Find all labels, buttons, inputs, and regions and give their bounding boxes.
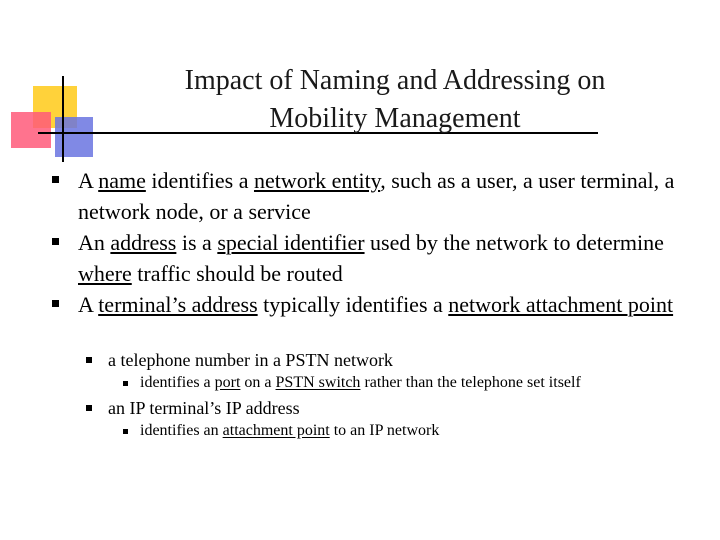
bullet-square-icon	[52, 176, 59, 183]
sub-sub-bullet-item	[140, 422, 698, 440]
bullet-text: used by the network to determine	[364, 230, 664, 255]
sub-sub-bullet-list	[108, 422, 698, 440]
slide-title-line-2: Mobility Management	[269, 103, 521, 134]
main-bullet-list	[78, 165, 698, 320]
bullet-square-icon	[52, 300, 59, 307]
underlined-term: port	[214, 374, 241, 391]
bullet-square-icon	[86, 357, 92, 363]
underlined-term: attachment point	[222, 422, 330, 439]
bullet-text: identifies a	[140, 374, 215, 391]
underlined-term: address	[110, 230, 177, 255]
sub-sub-bullet-list	[108, 374, 698, 392]
bullet-square-icon	[52, 238, 59, 245]
bullet-text: , such as a user, a user terminal, a network node, or a service	[78, 168, 675, 224]
slide-title	[130, 62, 660, 138]
bullet-square-icon	[123, 381, 128, 386]
sub-bullet-item	[108, 347, 698, 392]
underlined-term: terminal’s address	[98, 292, 258, 317]
bullet-text: traffic should be routed	[131, 261, 343, 286]
underlined-term: name	[98, 168, 146, 193]
bullet-item	[78, 289, 698, 320]
bullet-square-icon	[123, 429, 128, 434]
slide-title-line-1: Impact of Naming and Addressing on	[184, 65, 606, 96]
sub-bullet-text: an IP terminal’s IP address	[108, 398, 300, 418]
bullet-text: is a	[176, 230, 218, 255]
underlined-term: network attachment point	[448, 292, 674, 317]
bullet-text: rather than the telephone set itself	[360, 374, 581, 391]
underlined-term: special identifier	[217, 230, 365, 255]
decor-blue-square	[55, 117, 93, 157]
underlined-term: network entity	[253, 168, 381, 193]
bullet-text: identifies a	[145, 168, 254, 193]
bullet-item	[78, 227, 698, 289]
bullet-text: A	[78, 292, 99, 317]
sub-sub-bullet-item	[140, 374, 698, 392]
bullet-text: An	[78, 230, 111, 255]
bullet-text: to an IP network	[329, 422, 440, 439]
sub-bullet-text: a telephone number in a PSTN network	[108, 350, 393, 370]
bullet-text: A	[78, 168, 99, 193]
bullet-text: typically identifies a	[257, 292, 449, 317]
decor-vertical-line	[62, 76, 64, 162]
sub-bullet-list	[108, 347, 698, 443]
bullet-square-icon	[86, 405, 92, 411]
bullet-item	[78, 165, 698, 227]
underlined-term: PSTN switch	[275, 374, 361, 391]
bullet-text: identifies an	[140, 422, 223, 439]
decor-red-square	[11, 112, 51, 148]
sub-bullet-item	[108, 395, 698, 440]
underlined-term: where	[78, 261, 132, 286]
bullet-text: on a	[240, 374, 276, 391]
